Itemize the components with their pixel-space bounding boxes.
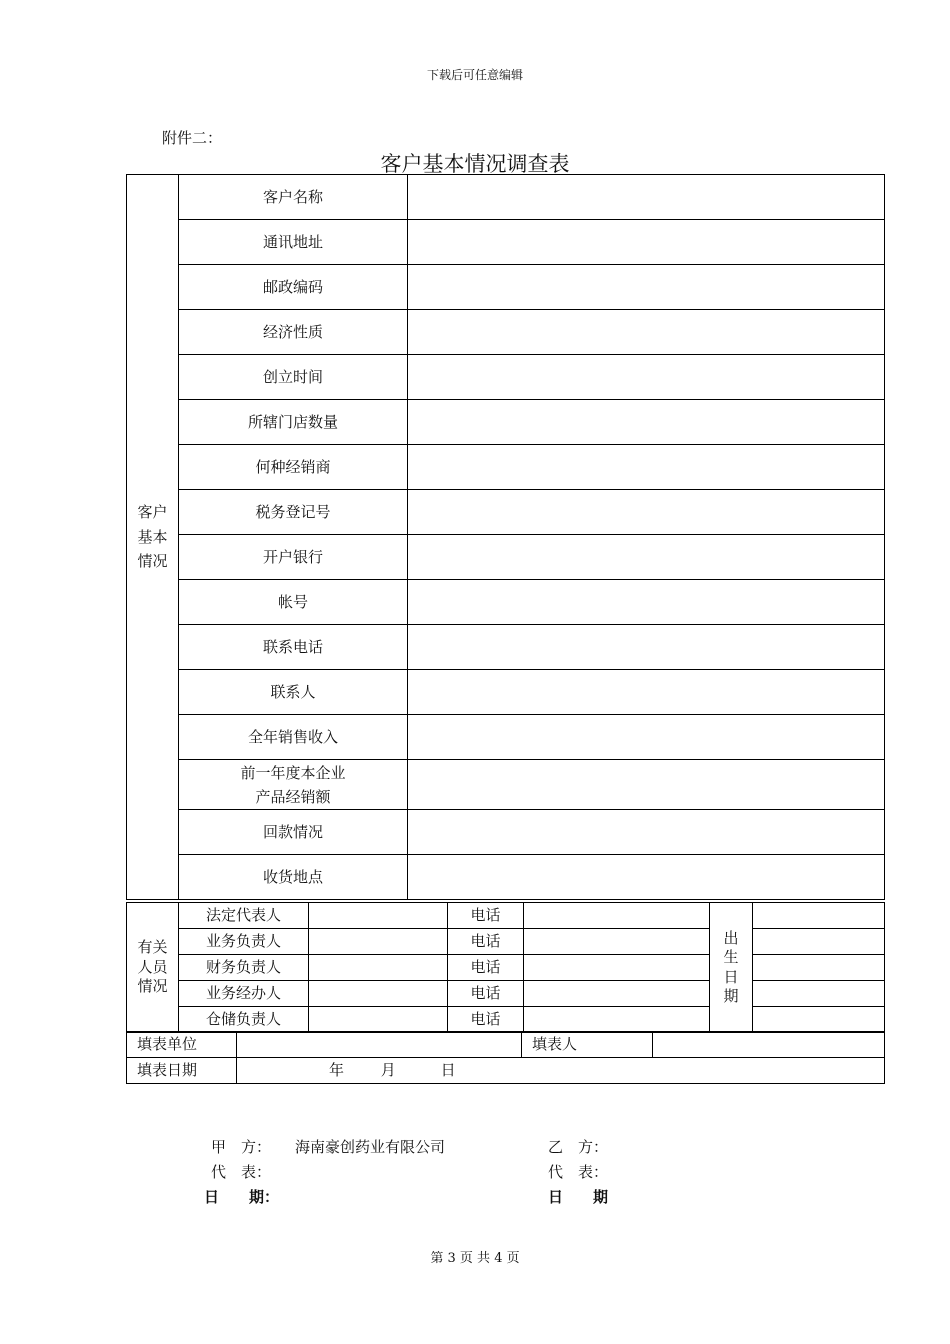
field-value-cell[interactable]: [408, 355, 885, 400]
field-label: 客户名称: [179, 175, 408, 220]
filler-cell[interactable]: [653, 1032, 885, 1058]
phone-label: 电话: [448, 981, 524, 1007]
filler-label: 填表人: [522, 1032, 653, 1058]
phone-cell[interactable]: [524, 929, 710, 955]
field-value-cell[interactable]: [408, 400, 885, 445]
field-value-cell[interactable]: [408, 760, 885, 810]
phone-label: 电话: [448, 929, 524, 955]
birth-date-label: 出 生 日 期: [710, 903, 753, 1033]
phone-label: 电话: [448, 903, 524, 929]
month-label: 月: [380, 1060, 396, 1079]
field-value-cell[interactable]: [408, 175, 885, 220]
field-label: 联系人: [179, 670, 408, 715]
field-label: 联系电话: [179, 625, 408, 670]
field-label: 帐号: [179, 580, 408, 625]
field-value-cell[interactable]: [408, 445, 885, 490]
field-label: 税务登记号: [179, 490, 408, 535]
section-label-customer: 客户 基本 情况: [127, 175, 179, 900]
birth-date-cell[interactable]: [753, 1007, 885, 1033]
birth-date-cell[interactable]: [753, 981, 885, 1007]
birth-date-cell[interactable]: [753, 929, 885, 955]
party-b-label: 乙 方：: [548, 1138, 609, 1156]
birth-date-cell[interactable]: [753, 955, 885, 981]
phone-label: 电话: [448, 1007, 524, 1033]
date-a-label: 日 期：: [204, 1188, 280, 1206]
section-label-personnel: 有关 人员 情况: [127, 903, 179, 1033]
attachment-label: 附件二：: [162, 129, 223, 147]
role-label: 财务负责人: [179, 955, 309, 981]
fill-unit-label: 填表单位: [127, 1032, 237, 1058]
phone-label: 电话: [448, 955, 524, 981]
role-name-cell[interactable]: [309, 903, 448, 929]
field-value-cell[interactable]: [408, 580, 885, 625]
phone-cell[interactable]: [524, 1007, 710, 1033]
role-label: 业务负责人: [179, 929, 309, 955]
page-number: 第 3 页 共 4 页: [430, 1251, 520, 1266]
field-value-cell[interactable]: [408, 265, 885, 310]
field-value-cell[interactable]: [408, 715, 885, 760]
company-name: 海南豪创药业有限公司: [295, 1138, 446, 1156]
role-name-cell[interactable]: [309, 929, 448, 955]
role-name-cell[interactable]: [309, 1007, 448, 1033]
role-label: 业务经办人: [179, 981, 309, 1007]
field-value-cell[interactable]: [408, 310, 885, 355]
role-label: 仓储负责人: [179, 1007, 309, 1033]
phone-cell[interactable]: [524, 903, 710, 929]
fill-info-table: [126, 1031, 885, 1084]
field-label: 收货地点: [179, 855, 408, 900]
field-label: 所辖门店数量: [179, 400, 408, 445]
field-value-cell[interactable]: [408, 855, 885, 900]
birth-date-cell[interactable]: [753, 903, 885, 929]
date-b-label: 日 期: [548, 1188, 609, 1206]
party-a-label: 甲 方：: [211, 1138, 272, 1156]
role-label: 法定代表人: [179, 903, 309, 929]
role-name-cell[interactable]: [309, 955, 448, 981]
field-label: 开户银行: [179, 535, 408, 580]
fill-date-cell[interactable]: [237, 1058, 885, 1084]
year-label: 年: [329, 1060, 345, 1079]
page-title: 客户基本情况调查表: [380, 152, 570, 176]
header-note: 下载后可任意编辑: [426, 68, 523, 82]
field-label: 创立时间: [179, 355, 408, 400]
field-value-cell[interactable]: [408, 625, 885, 670]
day-label: 日: [440, 1060, 456, 1079]
field-label: 回款情况: [179, 810, 408, 855]
field-label: 经济性质: [179, 310, 408, 355]
field-value-cell[interactable]: [408, 490, 885, 535]
rep-b-label: 代 表：: [548, 1163, 609, 1181]
field-label-prev-year-sales: 前一年度本企业 产品经销额: [179, 760, 408, 810]
fill-unit-cell[interactable]: [237, 1032, 522, 1058]
role-name-cell[interactable]: [309, 981, 448, 1007]
field-value-cell[interactable]: [408, 670, 885, 715]
field-label: 通讯地址: [179, 220, 408, 265]
field-value-cell[interactable]: [408, 220, 885, 265]
phone-cell[interactable]: [524, 955, 710, 981]
field-label: 邮政编码: [179, 265, 408, 310]
field-value-cell[interactable]: [408, 810, 885, 855]
field-value-cell[interactable]: [408, 535, 885, 580]
field-label: 全年销售收入: [179, 715, 408, 760]
phone-cell[interactable]: [524, 981, 710, 1007]
field-label: 何种经销商: [179, 445, 408, 490]
customer-basic-table: [126, 174, 885, 900]
rep-a-label: 代 表：: [211, 1163, 272, 1181]
personnel-table: [126, 902, 885, 1033]
fill-date-label: 填表日期: [127, 1058, 237, 1084]
